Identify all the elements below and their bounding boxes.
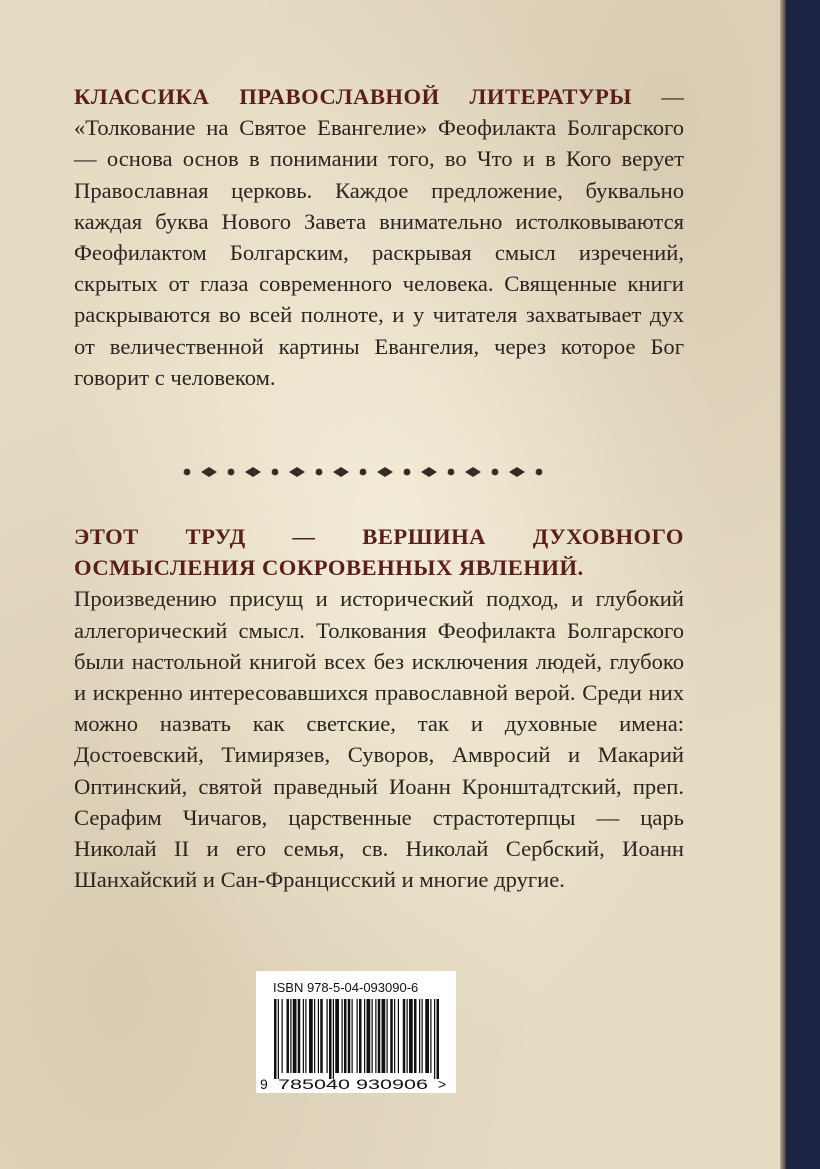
barcode-bars — [274, 999, 439, 1079]
barcode-bar — [367, 999, 371, 1073]
barcode-digits-left: 785040 — [278, 1076, 351, 1092]
ornament-dot — [448, 469, 455, 476]
description-paragraph-1 — [74, 81, 684, 393]
ornament-diamond — [509, 467, 525, 477]
paragraph-1-text: — «Толкование на Святое Евангелие» Феофилакта Болгарского — основа основ в понимании того, во Что и в Кого верует Православная церковь. Каждое предложение, буквально каждая буква Нового Завета внимательно истолковываются Феофилактом Болгарским, раскрывая смысл изречений, скрытых от глаза современного человека. Священные книги раскрываются во всей полноте, и у читателя захватывает дух от величественной картины Евангелия, через которое Бог говорит с человеком. — [74, 84, 684, 390]
barcode-bar — [348, 999, 351, 1073]
barcode-bar — [422, 999, 423, 1073]
ornament-diamond — [465, 467, 481, 477]
barcode-bar — [359, 999, 362, 1073]
barcode-bar — [327, 999, 328, 1073]
barcode-bar — [320, 999, 323, 1073]
barcode-bar — [409, 999, 413, 1073]
ornament-dot — [536, 469, 543, 476]
description-paragraph-2 — [74, 521, 684, 895]
ornament-dot — [492, 469, 499, 476]
ornament-dot — [404, 469, 411, 476]
barcode-bar — [394, 999, 395, 1073]
barcode-bar — [305, 999, 306, 1073]
paragraph-1-heading: КЛАССИКА ПРАВОСЛАВНОЙ ЛИТЕРАТУРЫ — [74, 84, 632, 109]
barcode — [256, 971, 456, 1093]
barcode-bar — [303, 999, 304, 1073]
barcode-bar — [287, 999, 290, 1073]
ornament-diamond — [289, 467, 305, 477]
ornament-diamond — [201, 467, 217, 477]
barcode-bar — [329, 999, 332, 1079]
ornament-dot — [228, 469, 235, 476]
spine-edge — [780, 0, 786, 1169]
barcode-bar — [352, 999, 353, 1073]
barcode-digits-right: 930906 — [356, 1076, 429, 1092]
barcode-bar — [425, 999, 429, 1073]
ornament-dot — [272, 469, 279, 476]
barcode-bar — [309, 999, 313, 1073]
barcode-bar — [414, 999, 417, 1073]
barcode-bar — [278, 999, 279, 1079]
ornament-dot — [316, 469, 323, 476]
isbn-barcode-block — [256, 971, 456, 1093]
barcode-bar — [437, 999, 440, 1079]
ornament-diamond — [421, 467, 437, 477]
ornament-diamond — [377, 467, 393, 477]
isbn-label: ISBN 978-5-04-093090-6 — [273, 980, 419, 995]
barcode-bar — [390, 999, 393, 1073]
barcode-bar — [344, 999, 347, 1073]
barcode-bar — [434, 999, 435, 1079]
ornament-divider — [175, 458, 555, 486]
barcode-bar — [357, 999, 358, 1073]
barcode-bar — [382, 999, 386, 1073]
ornament-diamond — [245, 467, 261, 477]
barcode-bar — [407, 999, 408, 1073]
paragraph-2-heading: ЭТОТ ТРУД — ВЕРШИНА ДУХОВНОГО ОСМЫСЛЕНИЯ СОКРОВЕННЫХ ЯВЛЕНИЙ. — [74, 524, 684, 581]
barcode-bar — [335, 999, 339, 1073]
barcode-bar — [375, 999, 376, 1073]
barcode-bar — [430, 999, 431, 1073]
barcode-bar — [342, 999, 343, 1073]
ornament-diamond — [333, 467, 349, 477]
barcode-bar — [378, 999, 381, 1073]
barcode-bar — [372, 999, 373, 1073]
barcode-bar — [333, 999, 334, 1079]
barcode-bar — [290, 999, 291, 1073]
barcode-bar — [298, 999, 301, 1073]
barcode-first-digit: 9 — [260, 1076, 268, 1092]
barcode-bar — [282, 999, 283, 1073]
ornament-dot — [360, 469, 367, 476]
barcode-bar — [398, 999, 399, 1073]
barcode-bar — [419, 999, 420, 1073]
paragraph-2-text: Произведению присущ и исторический подход, и глубокий аллегорический смысл. Толкования Феофилакта Болгарского были настольной книгой всех без исключения людей, глубоко и искренно интересовавшихся православной верой. Среди них можно назвать как светские, так и духовные имена: Достоевский, Тимирязев, Суворов, Амвросий и Макарий Оптинский, святой праведный Иоанн Кронштадтский, преп. Серафим Чичагов, царственные страстотерпцы — царь Николай II и его семья, св. Николай Сербский, Иоанн Шанхайский и Сан-Францисский и многие другие. — [74, 586, 684, 893]
barcode-bar — [274, 999, 277, 1079]
ornament-dot — [184, 469, 191, 476]
barcode-quiet-zone-marker: > — [438, 1076, 447, 1092]
barcode-bar — [293, 999, 297, 1073]
barcode-bar — [318, 999, 319, 1073]
barcode-bar — [403, 999, 406, 1073]
barcode-bar — [314, 999, 315, 1073]
barcode-bar — [364, 999, 365, 1073]
barcode-bar — [387, 999, 388, 1073]
